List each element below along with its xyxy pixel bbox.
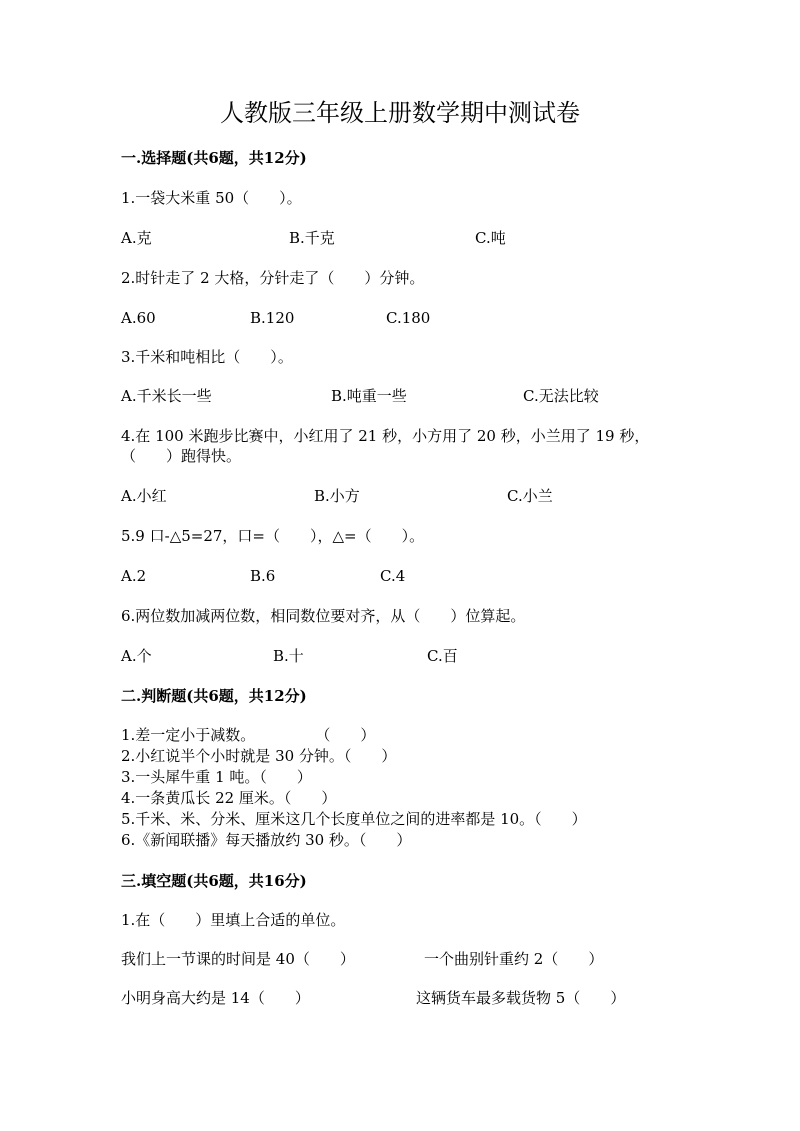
question-stem: 5.9 口-△5=27，口=（ ），△=（ ）。 — [121, 527, 425, 545]
option: A.60 — [121, 309, 156, 327]
question-stem: 4.在 100 米跑步比赛中，小红用了 21 秒，小方用了 20 秒，小兰用了 19 秒， — [121, 427, 650, 445]
option: A.个 — [121, 647, 152, 665]
option: C.180 — [386, 309, 431, 327]
list-item: 3.一头犀牛重 1 吨。（ ） — [121, 768, 312, 786]
fill-item: 这辆货车最多载货物 5（ ） — [416, 989, 626, 1007]
section-heading-fill-blank: 三.填空题(共6题，共16分) — [121, 872, 307, 890]
question-stem-continued: （ ）跑得快。 — [121, 447, 242, 465]
fill-item: 一个曲别针重约 2（ ） — [424, 950, 604, 968]
option: B.千克 — [289, 229, 335, 247]
option: A.2 — [121, 567, 147, 585]
question-stem: 2.时针走了 2 大格，分针走了（ ）分钟。 — [121, 269, 425, 287]
fill-item: 小明身高大约是 14（ ） — [121, 989, 310, 1007]
option: C.4 — [380, 567, 406, 585]
question-stem: 3.千米和吨相比（ ）。 — [121, 348, 293, 366]
list-item: 4.一条黄瓜长 22 厘米。（ ） — [121, 789, 337, 807]
option: B.小方 — [314, 487, 360, 505]
question-stem: 1.一袋大米重 50（ ）。 — [121, 189, 302, 207]
option: C.百 — [427, 647, 458, 665]
option: C.无法比较 — [523, 387, 599, 405]
option: B.吨重一些 — [331, 387, 407, 405]
option: A.克 — [121, 229, 152, 247]
question-stem: 6.两位数加减两位数，相同数位要对齐，从（ ）位算起。 — [121, 607, 526, 625]
list-item: 2.小红说半个小时就是 30 分钟。（ ） — [121, 747, 397, 765]
page-title: 人教版三年级上册数学期中测试卷 — [220, 99, 580, 127]
option: A.千米长一些 — [121, 387, 212, 405]
section-heading-choice: 一.选择题(共6题，共12分) — [121, 149, 307, 167]
option: A.小红 — [121, 487, 167, 505]
list-item: 6.《新闻联播》每天播放约 30 秒。（ ） — [121, 831, 412, 849]
option: B.120 — [250, 309, 295, 327]
question-stem: 1.在（ ）里填上合适的单位。 — [121, 911, 346, 929]
option: C.吨 — [475, 229, 506, 247]
fill-item: 我们上一节课的时间是 40（ ） — [121, 950, 355, 968]
option: B.十 — [273, 647, 304, 665]
option: B.6 — [250, 567, 276, 585]
option: C.小兰 — [507, 487, 553, 505]
section-heading-judgement: 二.判断题(共6题，共12分) — [121, 687, 307, 705]
list-item: 1.差一定小于减数。 （ ） — [121, 726, 376, 744]
list-item: 5.千米、米、分米、厘米这几个长度单位之间的进率都是 10。（ ） — [121, 810, 587, 828]
